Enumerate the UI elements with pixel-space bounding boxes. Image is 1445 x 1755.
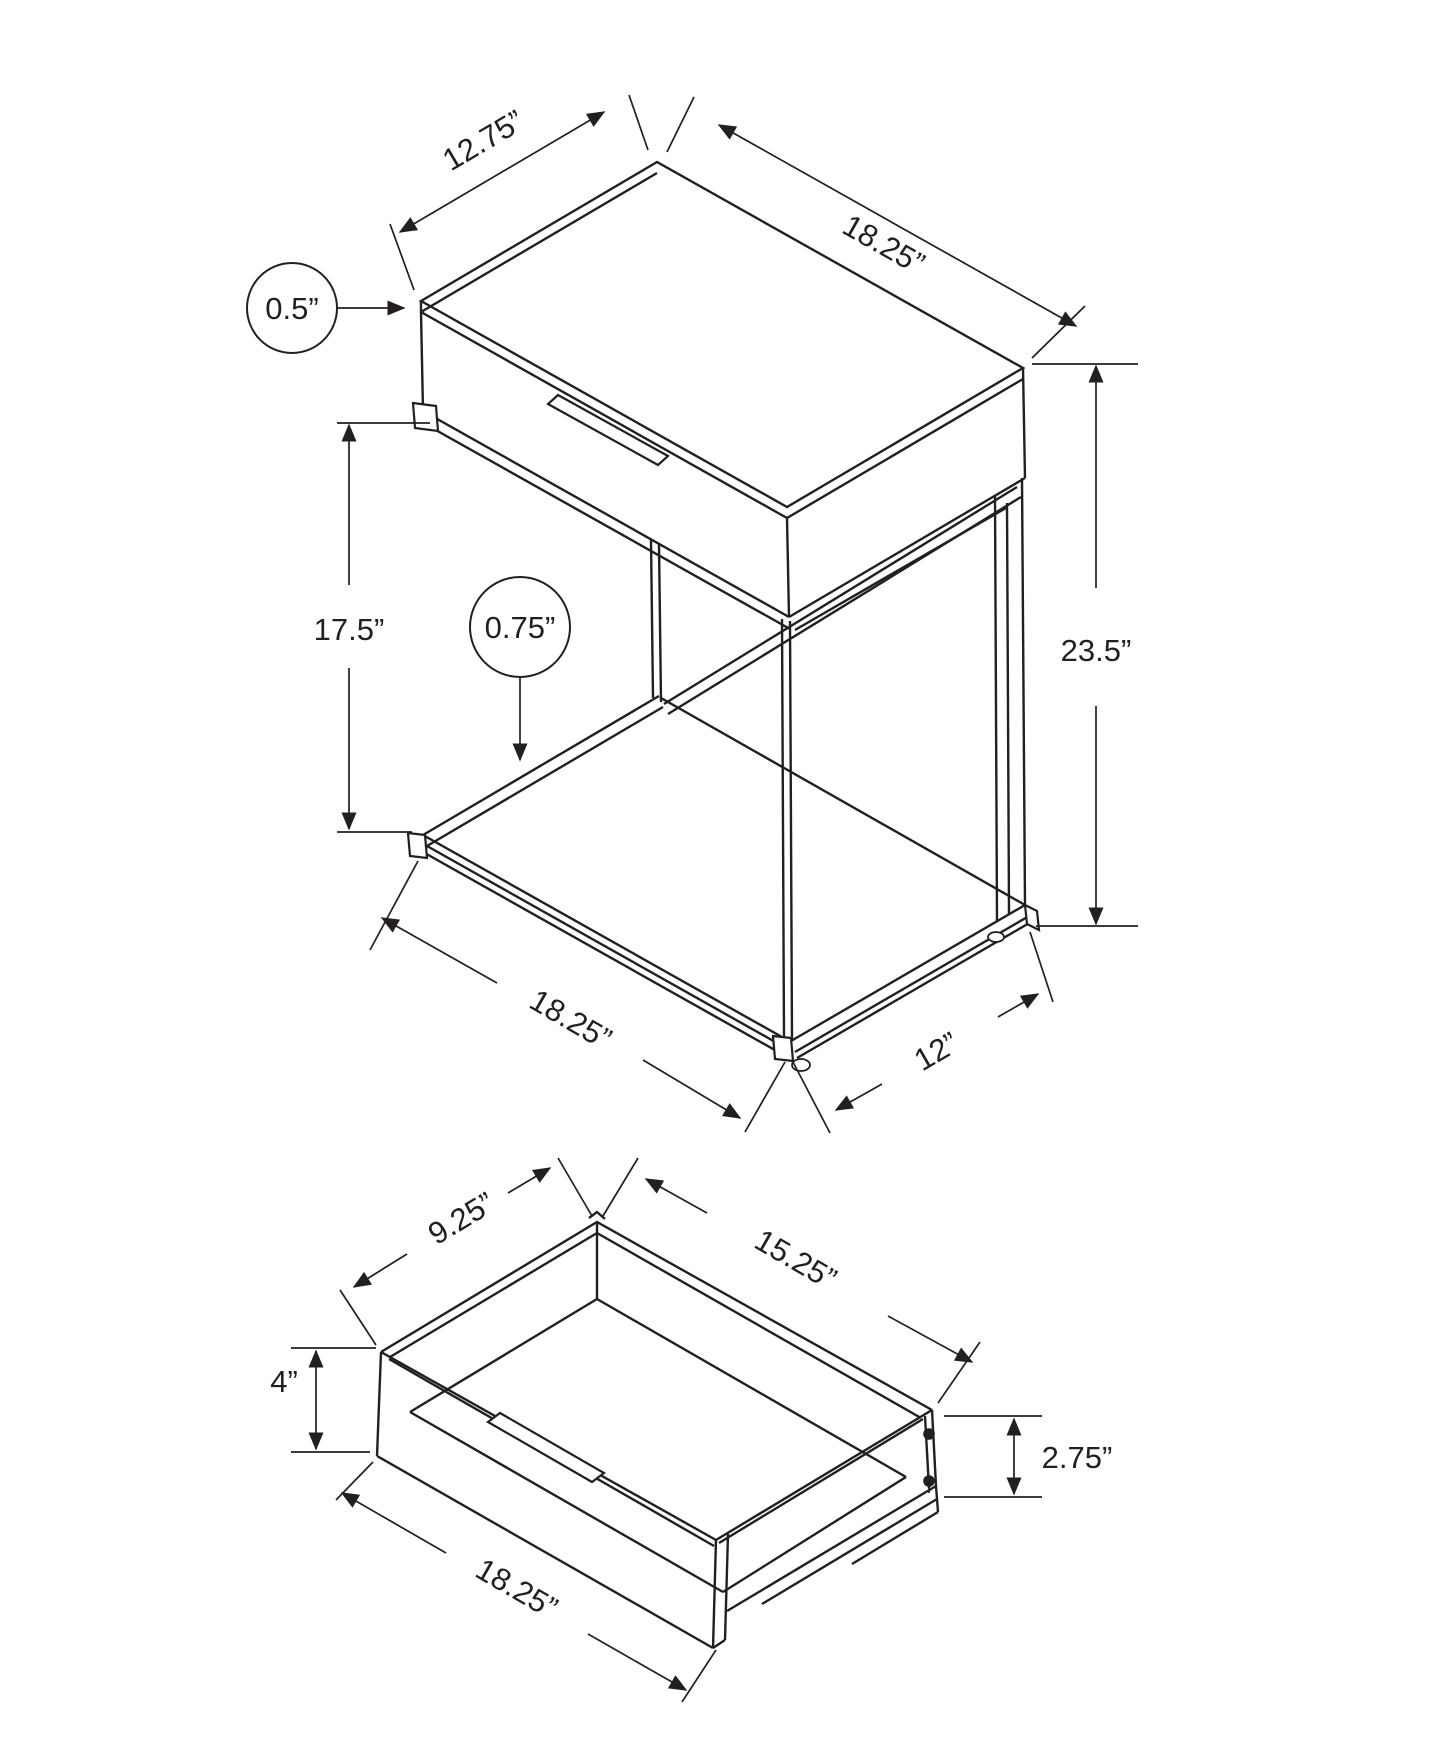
box-bottom-tab xyxy=(413,403,438,431)
foot-glide-back xyxy=(988,932,1004,942)
dim-drawer-front-height: 4” xyxy=(270,1364,298,1399)
table-dimensions xyxy=(247,95,1138,1133)
base-left-endcap xyxy=(408,833,427,858)
dim-opening-height: 17.5” xyxy=(313,612,385,647)
dim-top-depth: 12.75” xyxy=(436,103,531,178)
dim-drawer-side-height: 2.75” xyxy=(1041,1440,1113,1475)
base-front-endcap xyxy=(773,1036,793,1061)
dim-drawer-overall-width: 18.25” xyxy=(469,1551,564,1626)
dim-frame-thickness: 0.75” xyxy=(484,610,556,645)
drawer-body xyxy=(377,1212,938,1648)
drawer-drawing xyxy=(270,1158,1112,1702)
dim-overall-height: 23.5” xyxy=(1060,633,1132,668)
drawer-dimensions xyxy=(270,1158,1112,1702)
dim-drawer-inner-width: 15.25” xyxy=(748,1222,843,1297)
dim-drawer-inner-depth: 9.25” xyxy=(421,1185,501,1252)
dim-base-width: 18.25” xyxy=(523,982,618,1057)
dim-base-depth: 12” xyxy=(908,1025,965,1078)
dim-top-thickness: 0.5” xyxy=(265,291,319,326)
dim-top-width: 18.25” xyxy=(836,207,931,282)
tabletop xyxy=(421,162,1023,518)
drawer-front-handle xyxy=(488,1413,604,1482)
metal-frame xyxy=(408,478,1039,1071)
table-drawing xyxy=(247,95,1138,1133)
screw-top xyxy=(924,1429,934,1439)
